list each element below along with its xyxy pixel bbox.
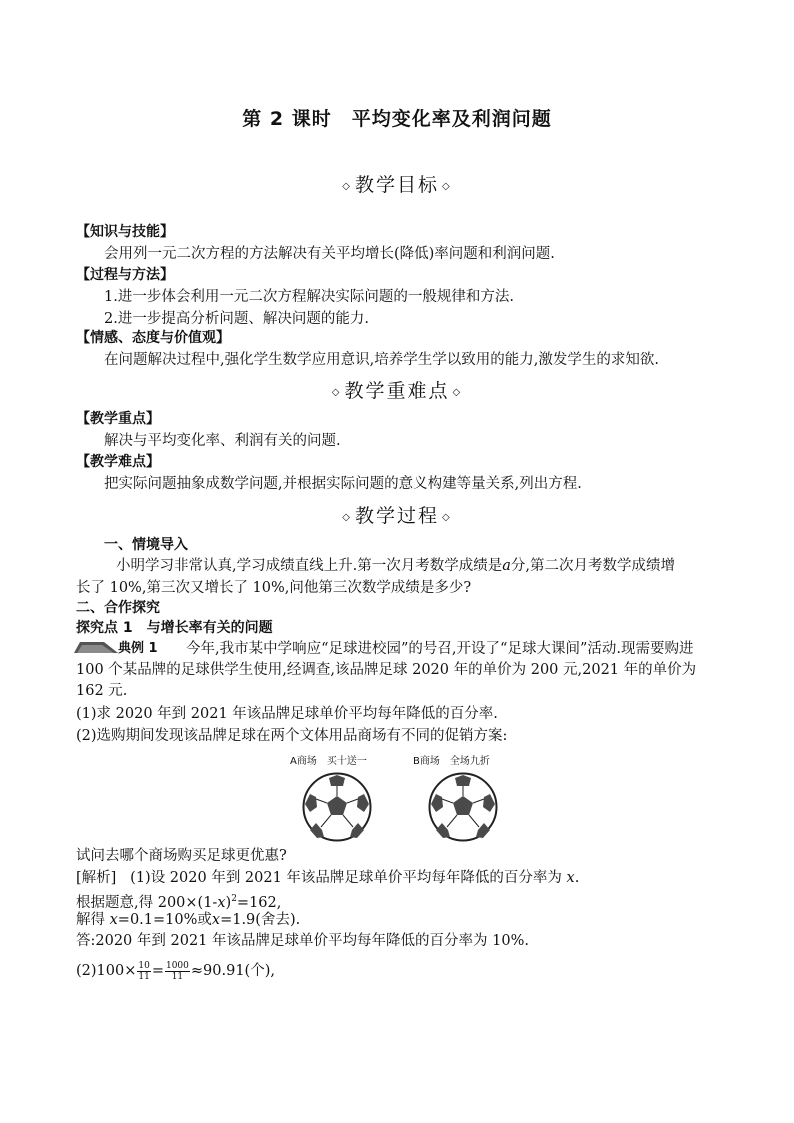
which-store-question: 试问去哪个商场购买足球更优惠? bbox=[76, 848, 287, 864]
key-point-heading: 【教学重点】 bbox=[76, 411, 160, 427]
example-line-3: 162 元. bbox=[76, 683, 128, 699]
section-heading-key-difficult: ◇ 教学重难点 ◇ bbox=[331, 380, 463, 402]
fraction: $\frac{10}{11}$ bbox=[138, 960, 150, 982]
store-b-label: B商场 全场九折 bbox=[413, 756, 490, 767]
store-a-label: A商场 买十送一 bbox=[290, 756, 367, 767]
question-2: (2)选购期间发现该品牌足球在两个文体用品商场有不同的促销方案: bbox=[76, 728, 508, 744]
emotion-text: 在问题解决过程中,强化学生数学应用意识,培养学生学以致用的能力,激发学生的求知欲. bbox=[104, 352, 659, 368]
intro-line-1: 小明学习非常认真,学习成绩直线上升.第一次月考数学成绩是a分,第二次月考数学成绩增 bbox=[116, 558, 675, 574]
solution-line-3: 解得 x=0.1=10%或x=1.9(舍去). bbox=[76, 912, 301, 928]
example-banner-icon bbox=[74, 640, 118, 654]
analysis-label: [解析] bbox=[76, 870, 117, 886]
solution-part-2: (2)100× $\frac{10}{11}$ = $\frac{1000}{11}$ ≈90.91(个), bbox=[76, 960, 275, 982]
solution-line-1: [解析] (1)设 2020 年到 2021 年该品牌足球单价平均每年降低的百分率为 x. bbox=[76, 870, 580, 886]
soccer-ball-icon bbox=[428, 772, 498, 842]
process-method-heading: 【过程与方法】 bbox=[76, 267, 174, 283]
difficult-point-text: 把实际问题抽象成数学问题,并根据实际问题的意义构建等量关系,列出方程. bbox=[104, 476, 582, 492]
explore-point-heading: 探究点 1 与增长率有关的问题 bbox=[76, 620, 273, 636]
diamond-icon: ◇ bbox=[442, 511, 452, 523]
diamond-icon: ◇ bbox=[442, 180, 452, 192]
question-1: (1)求 2020 年到 2021 年该品牌足球单价平均每年降低的百分率. bbox=[76, 706, 498, 722]
emotion-heading: 【情感、态度与价值观】 bbox=[76, 330, 230, 346]
page-title: 第 2 课时 平均变化率及利润问题 bbox=[242, 108, 552, 130]
diamond-icon: ◇ bbox=[452, 386, 463, 398]
cooperation-heading: 二、合作探究 bbox=[76, 600, 160, 616]
knowledge-heading: 【知识与技能】 bbox=[76, 224, 174, 240]
example-label: 典例 1 bbox=[118, 641, 158, 656]
section-heading-process: ◇ 教学过程 ◇ bbox=[342, 505, 452, 527]
section-heading-goals: ◇ 教学目标 ◇ bbox=[342, 174, 452, 196]
solution-answer-1: 答:2020 年到 2021 年该品牌足球单价平均每年降低的百分率为 10%. bbox=[76, 933, 529, 949]
difficult-point-heading: 【教学难点】 bbox=[76, 454, 160, 470]
solution-line-2: 根据题意,得 $200\times(1-x)^2=162$, bbox=[76, 894, 282, 911]
example-line-2: 100 个某品牌的足球供学生使用,经调查,该品牌足球 2020 年的单价为 200 元,2021 年的单价为 bbox=[76, 662, 697, 678]
knowledge-text: 会用列一元二次方程的方法解决有关平均增长(降低)率问题和利润问题. bbox=[104, 246, 555, 262]
example-line-1: 今年,我市某中学响应“足球进校园”的号召,开设了“足球大课间”活动.现需要购进 bbox=[186, 641, 694, 657]
key-point-text: 解决与平均变化率、利润有关的问题. bbox=[104, 433, 341, 449]
soccer-ball-icon bbox=[302, 772, 372, 842]
diamond-icon: ◇ bbox=[342, 180, 352, 192]
diamond-icon: ◇ bbox=[331, 386, 342, 398]
process-method-item-2: 2.进一步提高分析问题、解决问题的能力. bbox=[104, 311, 369, 327]
intro-line-2: 长了 10%,第三次又增长了 10%,问他第三次数学成绩是多少? bbox=[76, 580, 472, 596]
process-method-item-1: 1.进一步体会利用一元二次方程解决实际问题的一般规律和方法. bbox=[104, 289, 514, 305]
diamond-icon: ◇ bbox=[342, 511, 352, 523]
fraction: $\frac{1000}{11}$ bbox=[165, 960, 189, 982]
intro-heading: 一、情境导入 bbox=[104, 537, 188, 553]
